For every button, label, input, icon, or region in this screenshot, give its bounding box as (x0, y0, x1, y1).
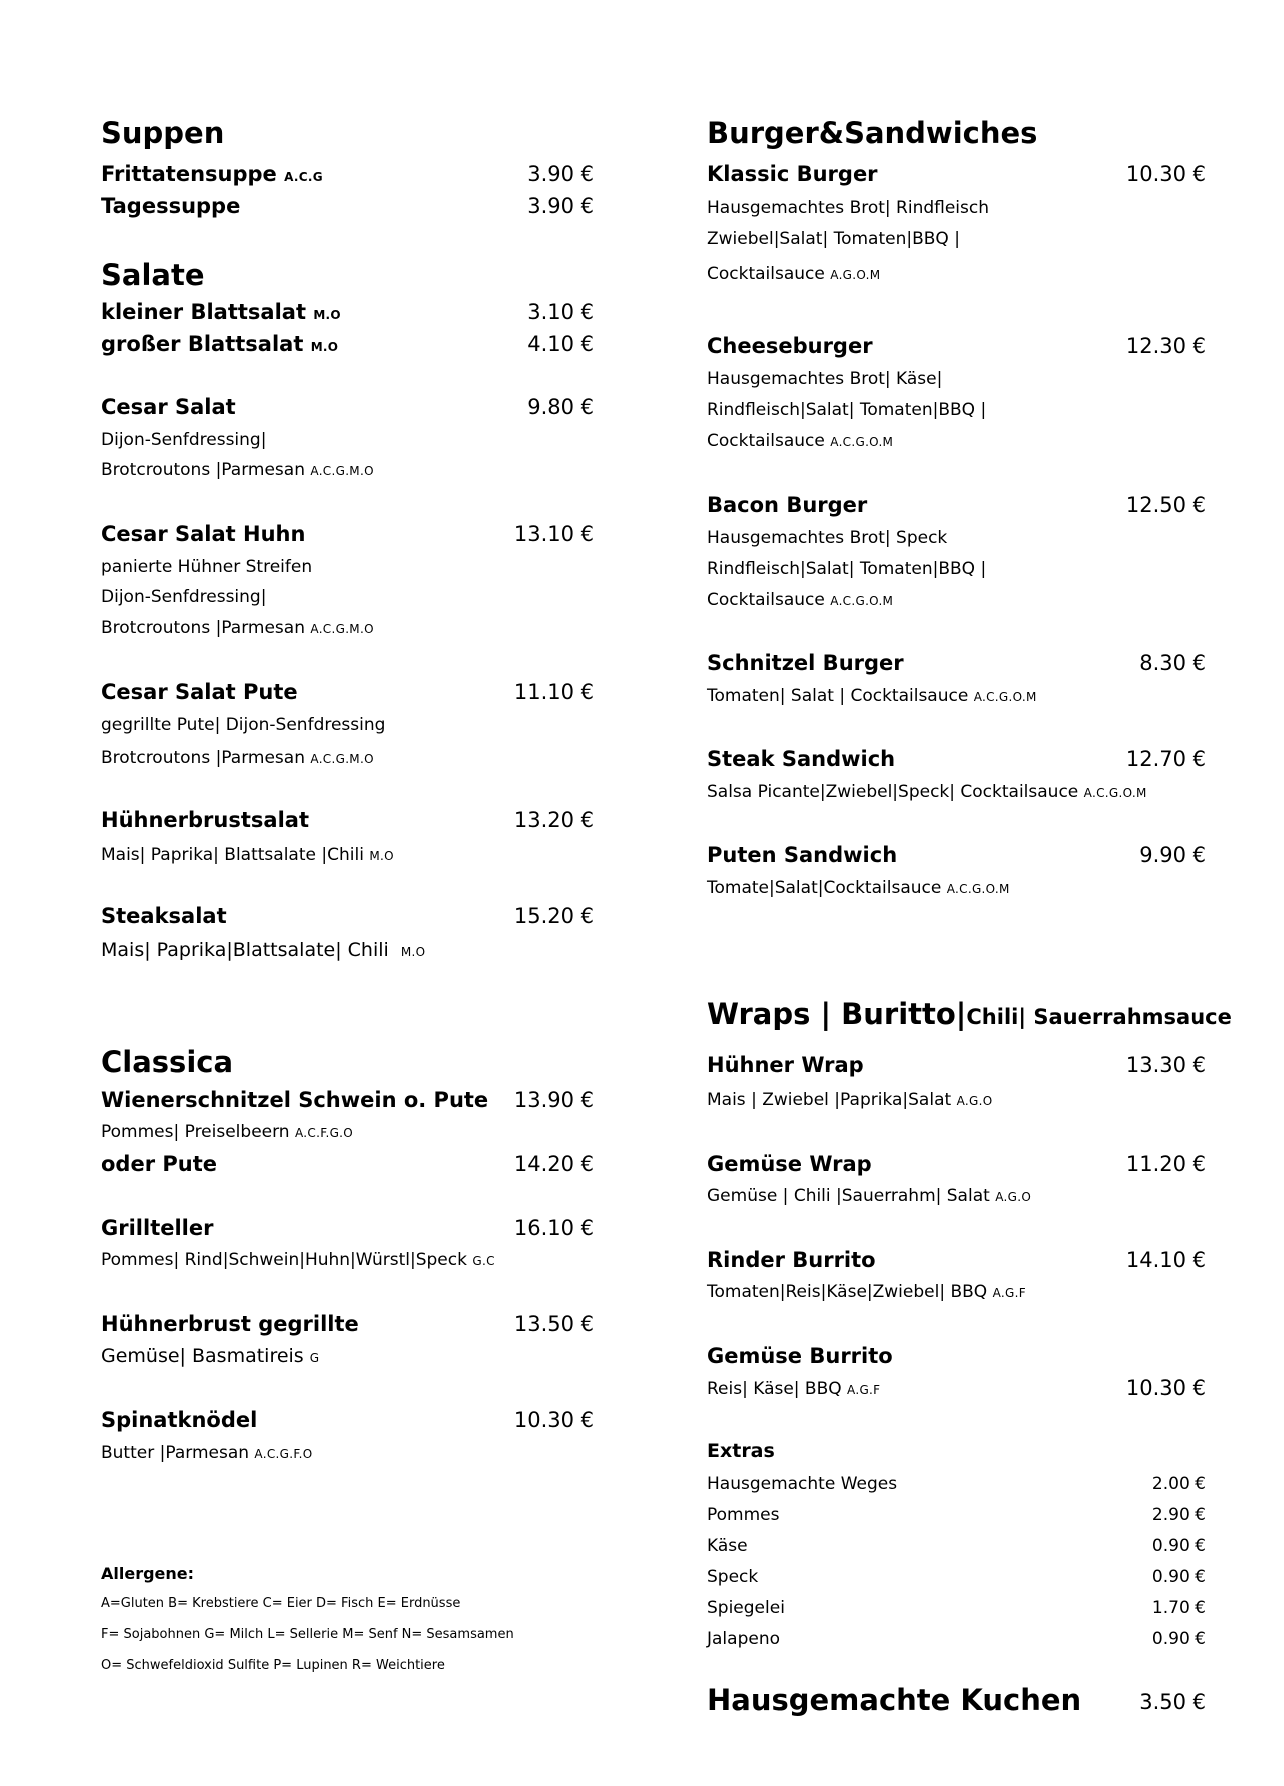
item-name: Cesar Salat Huhn (101, 522, 306, 546)
item-name: Gemüse Wrap (707, 1152, 872, 1176)
allergene-line: O= Schwefeldioxid Sulfite P= Lupinen R= Weichtiere (101, 1658, 445, 1673)
item-description: Zwiebel|Salat| Tomaten|BBQ | (707, 229, 960, 249)
item-name: Tagessuppe (101, 194, 241, 218)
item-description: gegrillte Pute| Dijon-Senfdressing (101, 715, 386, 735)
item-description: Dijon-Senfdressing| (101, 587, 267, 607)
item-price: 15.20 € (513, 904, 594, 928)
extra-price: 2.90 € (1151, 1505, 1206, 1525)
extra-price: 1.70 € (1151, 1598, 1206, 1618)
item-name: Steak Sandwich (707, 747, 896, 771)
section-title-extras: Extras (707, 1440, 775, 1462)
item-description: Reis| Käse| BBQ A.G.F (707, 1379, 881, 1399)
extra-name: Käse (707, 1536, 748, 1556)
item-price: 4.10 € (527, 332, 594, 356)
item-price: 3.50 € (1139, 1690, 1206, 1714)
item-name: großer Blattsalat M.O (101, 332, 339, 356)
allergene-line: F= Sojabohnen G= Milch L= Sellerie M= Senf N= Sesamsamen (101, 1627, 514, 1642)
item-description: Hausgemachtes Brot| Käse| (707, 369, 943, 389)
item-description: Mais| Paprika|Blattsalate| Chili M.O (101, 939, 426, 961)
item-description: Dijon-Senfdressing| (101, 430, 267, 450)
item-name: Rinder Burrito (707, 1248, 876, 1272)
item-name: Spinatknödel (101, 1408, 258, 1432)
extra-name: Hausgemachte Weges (707, 1474, 898, 1494)
item-description: panierte Hühner Streifen (101, 557, 313, 577)
item-name: Bacon Burger (707, 493, 868, 517)
item-price: 13.50 € (513, 1312, 594, 1336)
item-description: Pommes| Rind|Schwein|Huhn|Würstl|Speck G.C (101, 1250, 495, 1270)
extra-name: Spiegelei (707, 1598, 785, 1618)
item-price: 8.30 € (1139, 651, 1206, 675)
section-title-kuchen: Hausgemachte Kuchen (707, 1683, 1082, 1717)
extra-name: Jalapeno (707, 1629, 780, 1649)
section-title-wraps: Wraps | Buritto|Chili| Sauerrahmsauce (707, 997, 1232, 1031)
item-price: 9.80 € (527, 395, 594, 419)
item-name: oder Pute (101, 1152, 217, 1176)
item-price: 3.90 € (527, 162, 594, 186)
item-description: Tomaten|Reis|Käse|Zwiebel| BBQ A.G.F (707, 1282, 1026, 1302)
item-name: Grillteller (101, 1216, 214, 1240)
item-price: 12.70 € (1125, 747, 1206, 771)
item-description: Brotcroutons |Parmesan A.C.G.M.O (101, 460, 374, 480)
item-description: Salsa Picante|Zwiebel|Speck| Cocktailsauce A.C.G.O.M (707, 782, 1147, 802)
item-name: Klassic Burger (707, 162, 878, 186)
item-description: Rindfleisch|Salat| Tomaten|BBQ | (707, 559, 987, 579)
item-description: Brotcroutons |Parmesan A.C.G.M.O (101, 618, 374, 638)
extra-price: 0.90 € (1151, 1536, 1206, 1556)
item-price: 13.90 € (513, 1088, 594, 1112)
item-price: 13.10 € (513, 522, 594, 546)
item-description: Rindfleisch|Salat| Tomaten|BBQ | (707, 400, 987, 420)
item-name: Frittatensuppe A.C.G (101, 162, 323, 186)
item-description: Tomaten| Salat | Cocktailsauce A.C.G.O.M (707, 686, 1037, 706)
allergene-line: A=Gluten B= Krebstiere C= Eier D= Fisch E= Erdnüsse (101, 1596, 461, 1611)
item-price: 13.20 € (513, 808, 594, 832)
item-price: 3.10 € (527, 300, 594, 324)
item-description: Pommes| Preiselbeern A.C.F.G.O (101, 1122, 354, 1142)
allergene-title: Allergene: (101, 1564, 195, 1583)
item-price: 9.90 € (1139, 843, 1206, 867)
item-name: Gemüse Burrito (707, 1344, 893, 1368)
item-name: Cheeseburger (707, 334, 873, 358)
extra-price: 0.90 € (1151, 1629, 1206, 1649)
item-price: 12.50 € (1125, 493, 1206, 517)
section-title-burger: Burger&Sandwiches (707, 116, 1038, 150)
item-description: Mais| Paprika| Blattsalate |Chili M.O (101, 845, 394, 865)
item-description: Brotcroutons |Parmesan A.C.G.M.O (101, 748, 374, 768)
item-price: 14.10 € (1125, 1248, 1206, 1272)
item-price: 3.90 € (527, 194, 594, 218)
item-name: Cesar Salat Pute (101, 680, 298, 704)
item-price: 16.10 € (513, 1216, 594, 1240)
item-name: Puten Sandwich (707, 843, 898, 867)
item-price: 14.20 € (513, 1152, 594, 1176)
item-price: 13.30 € (1125, 1053, 1206, 1077)
item-description: Tomate|Salat|Cocktailsauce A.C.G.O.M (707, 878, 1010, 898)
item-description: Hausgemachtes Brot| Rindfleisch (707, 198, 990, 218)
section-title-salate: Salate (101, 258, 205, 292)
item-description: Cocktailsauce A.C.G.O.M (707, 590, 894, 610)
item-name: Hühner Wrap (707, 1053, 864, 1077)
item-name: Schnitzel Burger (707, 651, 904, 675)
item-description: Cocktailsauce A.G.O.M (707, 264, 881, 284)
item-price: 11.20 € (1125, 1152, 1206, 1176)
item-name: kleiner Blattsalat M.O (101, 300, 341, 324)
item-name: Steaksalat (101, 904, 227, 928)
item-price: 12.30 € (1125, 334, 1206, 358)
item-description: Butter |Parmesan A.C.G.F.O (101, 1443, 313, 1463)
item-name: Wienerschnitzel Schwein o. Pute (101, 1088, 489, 1112)
extra-price: 0.90 € (1151, 1567, 1206, 1587)
item-name: Hühnerbrust gegrillte (101, 1312, 359, 1336)
item-price: 10.30 € (1125, 162, 1206, 186)
item-price: 10.30 € (513, 1408, 594, 1432)
item-name: Cesar Salat (101, 395, 236, 419)
item-description: Hausgemachtes Brot| Speck (707, 528, 948, 548)
extra-price: 2.00 € (1151, 1474, 1206, 1494)
item-name: Hühnerbrustsalat (101, 808, 309, 832)
item-price: 10.30 € (1125, 1376, 1206, 1400)
item-description: Cocktailsauce A.C.G.O.M (707, 431, 894, 451)
item-description: Gemüse| Basmatireis G (101, 1345, 320, 1367)
section-title-classica: Classica (101, 1045, 234, 1079)
item-price: 11.10 € (513, 680, 594, 704)
item-description: Mais | Zwiebel |Paprika|Salat A.G.O (707, 1090, 993, 1110)
extra-name: Speck (707, 1567, 759, 1587)
item-description: Gemüse | Chili |Sauerrahm| Salat A.G.O (707, 1186, 1032, 1206)
extra-name: Pommes (707, 1505, 780, 1525)
section-title-suppen: Suppen (101, 116, 225, 150)
